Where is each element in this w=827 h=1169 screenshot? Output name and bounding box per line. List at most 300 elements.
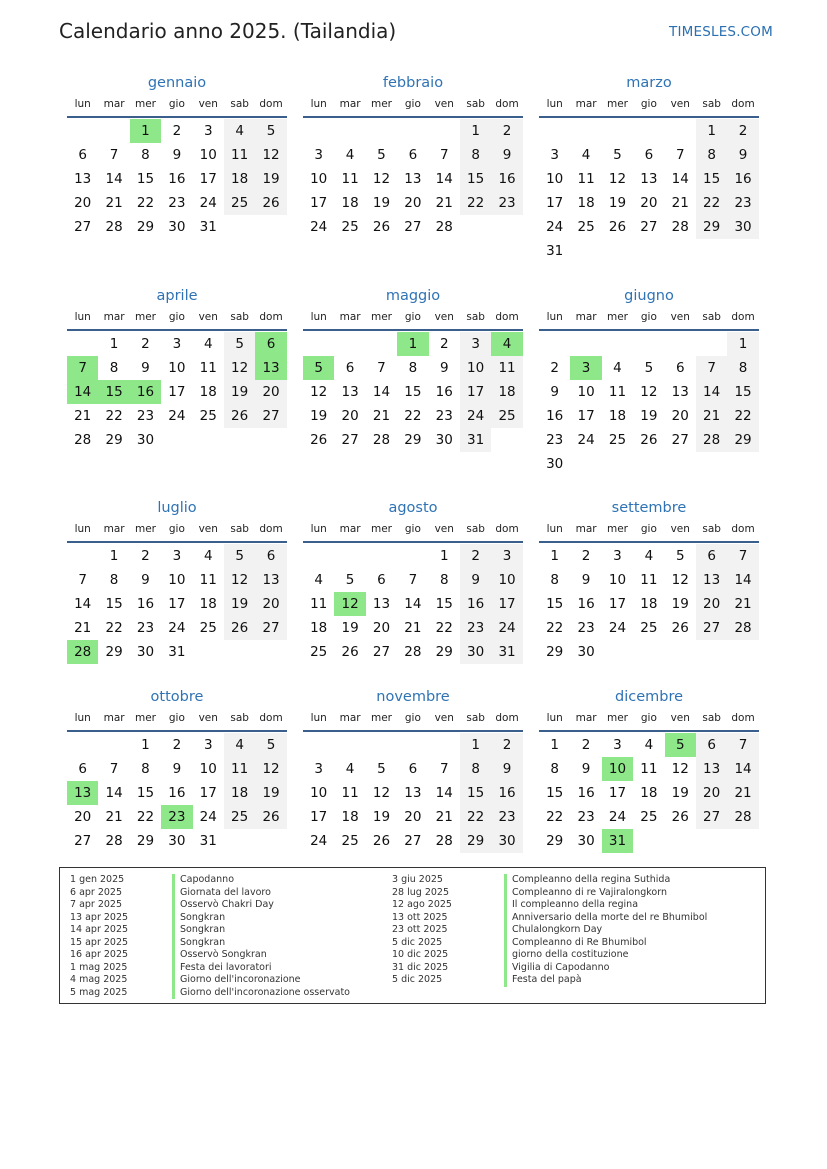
day-cell: 27 (671, 432, 689, 448)
day-cell: 17 (608, 596, 627, 612)
day-cell: 30 (491, 829, 522, 853)
day-cell: 25 (224, 191, 255, 215)
day-cell: 4 (644, 548, 654, 564)
day-cell: 28 (696, 428, 727, 452)
weekday-label: ven (670, 98, 690, 110)
weekday-label: lun (310, 311, 327, 323)
weekday-label: mar (575, 523, 597, 535)
weekday-label: mar (575, 712, 597, 724)
weekday-label: lun (74, 712, 91, 724)
legend-holiday-name: Compleanno di re Vajiralongkorn (504, 887, 667, 900)
day-cell: 30 (435, 432, 453, 448)
legend-date: 4 mag 2025 (70, 974, 128, 985)
day-cell: 29 (435, 644, 453, 660)
day-cell: 23 (577, 620, 595, 636)
day-cell: 11 (224, 757, 255, 781)
day-cell: 3 (550, 147, 559, 163)
day-cell: 2 (581, 548, 591, 564)
day-cell: 28 (404, 644, 422, 660)
day-cell: 19 (224, 592, 255, 616)
day-cell: 5 (345, 572, 355, 588)
day-cell: 10 (199, 761, 217, 777)
day-cell: 30 (460, 640, 491, 664)
day-cell: 19 (671, 596, 689, 612)
day-cell: 13 (696, 757, 727, 781)
day-cell: 30 (577, 644, 595, 660)
weekday-header (539, 712, 759, 732)
weekday-label: gio (640, 523, 657, 535)
day-grid (539, 543, 759, 664)
day-cell: 4 (345, 147, 355, 163)
day-cell: 19 (640, 408, 658, 424)
weekday-label: sab (702, 98, 721, 110)
day-cell: 30 (168, 219, 186, 235)
day-cell: 6 (408, 147, 418, 163)
day-cell: 21 (404, 620, 422, 636)
day-cell: 2 (581, 737, 591, 753)
day-cell: 12 (372, 785, 391, 801)
day-cell: 21 (671, 195, 689, 211)
day-cell: 6 (696, 733, 727, 757)
day-cell: 7 (675, 147, 685, 163)
legend-date: 13 ott 2025 (392, 911, 448, 923)
weekday-label: mer (606, 523, 628, 535)
day-cell: 8 (550, 572, 559, 588)
day-cell: 14 (671, 171, 689, 187)
day-cell: 14 (105, 171, 123, 187)
holiday-day-cell: 5 (665, 733, 696, 757)
day-cell: 3 (613, 737, 622, 753)
weekday-label: ven (198, 311, 218, 323)
legend-holiday-name: giorno della costituzione (504, 949, 628, 962)
day-cell: 12 (224, 568, 255, 592)
empty-cell (539, 119, 570, 143)
weekday-label: gio (168, 98, 185, 110)
day-cell: 13 (640, 171, 658, 187)
day-cell: 20 (696, 781, 727, 805)
weekday-label: mer (370, 523, 392, 535)
weekday-label: ven (434, 311, 454, 323)
day-cell: 9 (581, 761, 591, 777)
empty-cell (67, 544, 98, 568)
day-cell: 19 (224, 380, 255, 404)
empty-cell (366, 544, 397, 568)
day-cell: 11 (491, 356, 522, 380)
day-cell: 31 (199, 219, 217, 235)
day-cell: 11 (199, 360, 217, 376)
day-cell: 6 (345, 360, 355, 376)
weekday-label: sab (702, 523, 721, 535)
day-cell: 22 (435, 620, 453, 636)
day-grid (539, 732, 759, 853)
day-cell: 16 (168, 171, 186, 187)
weekday-header (539, 523, 759, 543)
day-cell: 22 (136, 195, 155, 211)
day-cell: 18 (310, 620, 328, 636)
day-cell: 5 (675, 548, 685, 564)
weekday-label: sab (702, 311, 721, 323)
day-cell: 20 (372, 620, 391, 636)
empty-cell (334, 119, 365, 143)
day-cell: 24 (546, 219, 564, 235)
weekday-label: ven (434, 98, 454, 110)
day-cell: 18 (341, 195, 359, 211)
day-cell: 8 (141, 761, 150, 777)
weekday-label: dom (259, 523, 283, 535)
day-cell: 21 (105, 809, 123, 825)
day-cell: 17 (577, 408, 595, 424)
weekday-label: ven (198, 523, 218, 535)
day-cell: 2 (172, 123, 182, 139)
day-cell: 9 (550, 384, 559, 400)
holiday-day-cell: 13 (255, 356, 286, 380)
day-cell: 9 (172, 147, 182, 163)
day-cell: 3 (203, 737, 213, 753)
empty-cell (539, 332, 570, 356)
day-cell: 27 (696, 805, 727, 829)
day-cell: 3 (172, 548, 182, 564)
legend-date: 12 ago 2025 (392, 899, 452, 910)
day-cell: 22 (696, 191, 727, 215)
day-cell: 10 (168, 360, 186, 376)
day-cell: 23 (546, 432, 564, 448)
day-cell: 10 (460, 356, 491, 380)
day-cell: 24 (577, 432, 595, 448)
day-cell: 12 (224, 356, 255, 380)
day-cell: 29 (727, 428, 758, 452)
day-cell: 2 (491, 119, 522, 143)
day-cell: 12 (255, 757, 286, 781)
day-cell: 26 (341, 644, 359, 660)
day-cell: 26 (372, 219, 391, 235)
day-cell: 14 (435, 171, 453, 187)
day-cell: 5 (377, 761, 386, 777)
holiday-day-cell: 4 (491, 332, 522, 356)
empty-cell (429, 733, 460, 757)
weekday-label: mer (134, 311, 156, 323)
day-cell: 17 (168, 596, 186, 612)
weekday-label: lun (74, 311, 91, 323)
empty-cell (303, 332, 334, 356)
holiday-day-cell: 5 (303, 356, 334, 380)
day-cell: 16 (435, 384, 453, 400)
day-cell: 17 (199, 171, 217, 187)
holiday-day-cell: 31 (602, 829, 633, 853)
empty-cell (665, 332, 696, 356)
day-cell: 25 (310, 644, 328, 660)
page-title: Calendario anno 2025. (Tailandia) (59, 19, 397, 43)
weekday-label: lun (546, 523, 563, 535)
day-cell: 7 (727, 544, 758, 568)
day-cell: 31 (199, 833, 217, 849)
day-grid (67, 543, 287, 664)
month-luglio (67, 493, 287, 664)
day-cell: 24 (491, 616, 522, 640)
weekday-label: dom (731, 523, 755, 535)
day-cell: 19 (372, 195, 391, 211)
day-cell: 12 (671, 572, 689, 588)
day-cell: 20 (404, 809, 422, 825)
day-cell: 30 (168, 833, 186, 849)
day-grid (67, 331, 287, 452)
legend-date: 10 dic 2025 (392, 949, 449, 960)
legend-holiday-name: Festa del papà (504, 974, 582, 987)
legend-date: 6 apr 2025 (70, 886, 123, 898)
day-cell: 7 (78, 572, 87, 588)
weekday-label: mer (134, 98, 156, 110)
holiday-day-cell: 1 (397, 332, 428, 356)
empty-cell (696, 332, 727, 356)
day-cell: 11 (640, 761, 658, 777)
day-cell: 9 (439, 360, 449, 376)
day-cell: 3 (314, 761, 323, 777)
legend-date: 5 mag 2025 (70, 986, 128, 998)
month-name: ottobre (150, 689, 204, 705)
day-cell: 12 (671, 761, 689, 777)
weekday-label: sab (466, 523, 485, 535)
day-cell: 25 (199, 620, 217, 636)
weekday-label: mer (370, 98, 392, 110)
day-cell: 15 (460, 781, 491, 805)
month-name: maggio (385, 288, 441, 304)
day-cell: 31 (491, 640, 522, 664)
day-cell: 17 (310, 195, 328, 211)
day-cell: 15 (546, 785, 564, 801)
day-cell: 27 (640, 219, 658, 235)
day-cell: 20 (74, 809, 92, 825)
weekday-label: mar (339, 712, 361, 724)
day-cell: 16 (460, 592, 491, 616)
day-cell: 27 (404, 219, 422, 235)
day-cell: 23 (460, 616, 491, 640)
weekday-label: sab (230, 311, 249, 323)
day-cell: 2 (141, 336, 150, 352)
day-cell: 12 (310, 384, 328, 400)
day-cell: 15 (696, 167, 727, 191)
day-cell: 17 (608, 785, 627, 801)
weekday-label: ven (198, 98, 218, 110)
legend-holiday-name: Compleanno di Re Bhumibol (504, 937, 647, 950)
day-cell: 28 (435, 219, 453, 235)
day-cell: 14 (696, 380, 727, 404)
day-cell: 22 (105, 620, 123, 636)
day-grid (303, 543, 523, 664)
weekday-label: dom (495, 712, 519, 724)
day-cell: 29 (105, 644, 123, 660)
empty-cell (366, 119, 397, 143)
month-gennaio (67, 68, 287, 239)
day-cell: 30 (546, 456, 564, 472)
legend-date: 28 lug 2025 (392, 886, 449, 898)
day-cell: 11 (310, 596, 328, 612)
day-cell: 25 (608, 432, 627, 448)
day-cell: 29 (546, 644, 564, 660)
weekday-label: lun (74, 523, 91, 535)
empty-cell (303, 119, 334, 143)
weekday-label: mer (134, 523, 156, 535)
day-grid (303, 118, 523, 239)
weekday-label: ven (434, 523, 454, 535)
day-cell: 22 (546, 809, 564, 825)
day-cell: 6 (675, 360, 685, 376)
day-cell: 22 (105, 408, 123, 424)
day-cell: 8 (550, 761, 559, 777)
day-cell: 14 (727, 568, 758, 592)
day-cell: 24 (310, 219, 328, 235)
day-cell: 5 (224, 332, 255, 356)
day-cell: 7 (727, 733, 758, 757)
day-cell: 4 (203, 336, 213, 352)
day-cell: 27 (74, 219, 92, 235)
weekday-label: gio (640, 98, 657, 110)
day-cell: 3 (460, 332, 491, 356)
weekday-label: gio (404, 523, 421, 535)
day-cell: 23 (727, 191, 758, 215)
weekday-label: lun (546, 311, 563, 323)
day-cell: 6 (78, 761, 87, 777)
day-cell: 16 (727, 167, 758, 191)
day-cell: 13 (255, 568, 286, 592)
day-cell: 18 (577, 195, 595, 211)
day-cell: 1 (460, 119, 491, 143)
day-cell: 18 (224, 167, 255, 191)
day-cell: 26 (640, 432, 658, 448)
day-cell: 16 (577, 785, 595, 801)
day-cell: 24 (460, 404, 491, 428)
day-cell: 5 (224, 544, 255, 568)
legend-holiday-name: Songkran (172, 937, 225, 950)
day-cell: 26 (671, 620, 689, 636)
day-grid (303, 331, 523, 452)
day-cell: 1 (439, 548, 449, 564)
day-cell: 25 (640, 620, 658, 636)
day-cell: 28 (727, 616, 758, 640)
legend-date: 5 dic 2025 (392, 974, 443, 985)
month-marzo (539, 68, 759, 263)
weekday-label: sab (230, 98, 249, 110)
weekday-label: mar (339, 98, 361, 110)
day-cell: 31 (460, 428, 491, 452)
month-agosto (303, 493, 523, 664)
day-cell: 19 (671, 785, 689, 801)
day-cell: 3 (172, 336, 182, 352)
month-name: aprile (156, 288, 198, 304)
weekday-label: dom (731, 311, 755, 323)
day-cell: 23 (435, 408, 453, 424)
day-cell: 19 (341, 620, 359, 636)
day-grid (67, 118, 287, 239)
weekday-header (303, 712, 523, 732)
weekday-label: gio (640, 311, 657, 323)
day-cell: 25 (341, 833, 359, 849)
weekday-label: mer (370, 712, 392, 724)
weekday-label: mar (339, 523, 361, 535)
day-cell: 28 (105, 219, 123, 235)
day-cell: 23 (491, 805, 522, 829)
day-cell: 18 (341, 809, 359, 825)
legend-holiday-name: Vigilia di Capodanno (504, 962, 609, 975)
day-cell: 4 (224, 733, 255, 757)
day-cell: 6 (696, 544, 727, 568)
day-cell: 5 (255, 733, 286, 757)
legend-holiday-name: Festa dei lavoratori (172, 962, 272, 975)
day-cell: 28 (105, 833, 123, 849)
day-grid (303, 732, 523, 853)
day-cell: 8 (109, 572, 119, 588)
day-cell: 27 (404, 833, 422, 849)
empty-cell (67, 119, 98, 143)
day-cell: 24 (199, 809, 217, 825)
month-novembre (303, 682, 523, 853)
day-cell: 3 (491, 544, 522, 568)
month-name: gennaio (147, 75, 207, 91)
day-cell: 30 (727, 215, 758, 239)
weekday-label: sab (230, 523, 249, 535)
weekday-label: gio (168, 712, 185, 724)
day-cell: 21 (727, 781, 758, 805)
weekday-header (67, 311, 287, 331)
legend-holiday-name: Giorno dell'incoronazione (172, 974, 301, 987)
day-cell: 30 (577, 833, 595, 849)
day-cell: 27 (74, 833, 92, 849)
day-cell: 25 (341, 219, 359, 235)
legend-holiday-name: Anniversario della morte del re Bhumibol (504, 912, 707, 925)
weekday-label: ven (434, 712, 454, 724)
day-cell: 7 (439, 147, 449, 163)
day-cell: 4 (581, 147, 591, 163)
day-cell: 10 (310, 785, 328, 801)
day-cell: 17 (199, 785, 217, 801)
day-cell: 9 (581, 572, 591, 588)
holiday-day-cell: 12 (334, 592, 365, 616)
holiday-day-cell: 28 (67, 640, 98, 664)
month-dicembre (539, 682, 759, 853)
legend-date: 14 apr 2025 (70, 924, 129, 935)
day-cell: 18 (491, 380, 522, 404)
weekday-label: dom (731, 98, 755, 110)
day-cell: 8 (408, 360, 418, 376)
day-cell: 1 (696, 119, 727, 143)
day-cell: 13 (74, 171, 92, 187)
day-cell: 10 (491, 568, 522, 592)
weekday-header (67, 98, 287, 118)
day-cell: 3 (203, 123, 213, 139)
holiday-day-cell: 3 (570, 356, 601, 380)
day-cell: 13 (696, 568, 727, 592)
empty-cell (429, 119, 460, 143)
day-cell: 22 (727, 404, 758, 428)
empty-cell (98, 733, 129, 757)
day-cell: 20 (404, 195, 422, 211)
weekday-label: dom (731, 712, 755, 724)
month-name: marzo (626, 75, 672, 91)
day-cell: 22 (404, 408, 422, 424)
weekday-label: dom (495, 523, 519, 535)
day-cell: 21 (696, 404, 727, 428)
day-cell: 24 (310, 833, 328, 849)
day-cell: 8 (460, 757, 491, 781)
weekday-label: sab (466, 712, 485, 724)
brand-link[interactable]: TIMESLES.COM (669, 24, 773, 40)
weekday-label: mar (575, 311, 597, 323)
holiday-day-cell: 13 (67, 781, 98, 805)
day-cell: 20 (255, 380, 286, 404)
day-cell: 8 (460, 143, 491, 167)
day-cell: 26 (310, 432, 328, 448)
weekday-label: dom (259, 311, 283, 323)
day-cell: 16 (546, 408, 564, 424)
day-cell: 10 (546, 171, 564, 187)
